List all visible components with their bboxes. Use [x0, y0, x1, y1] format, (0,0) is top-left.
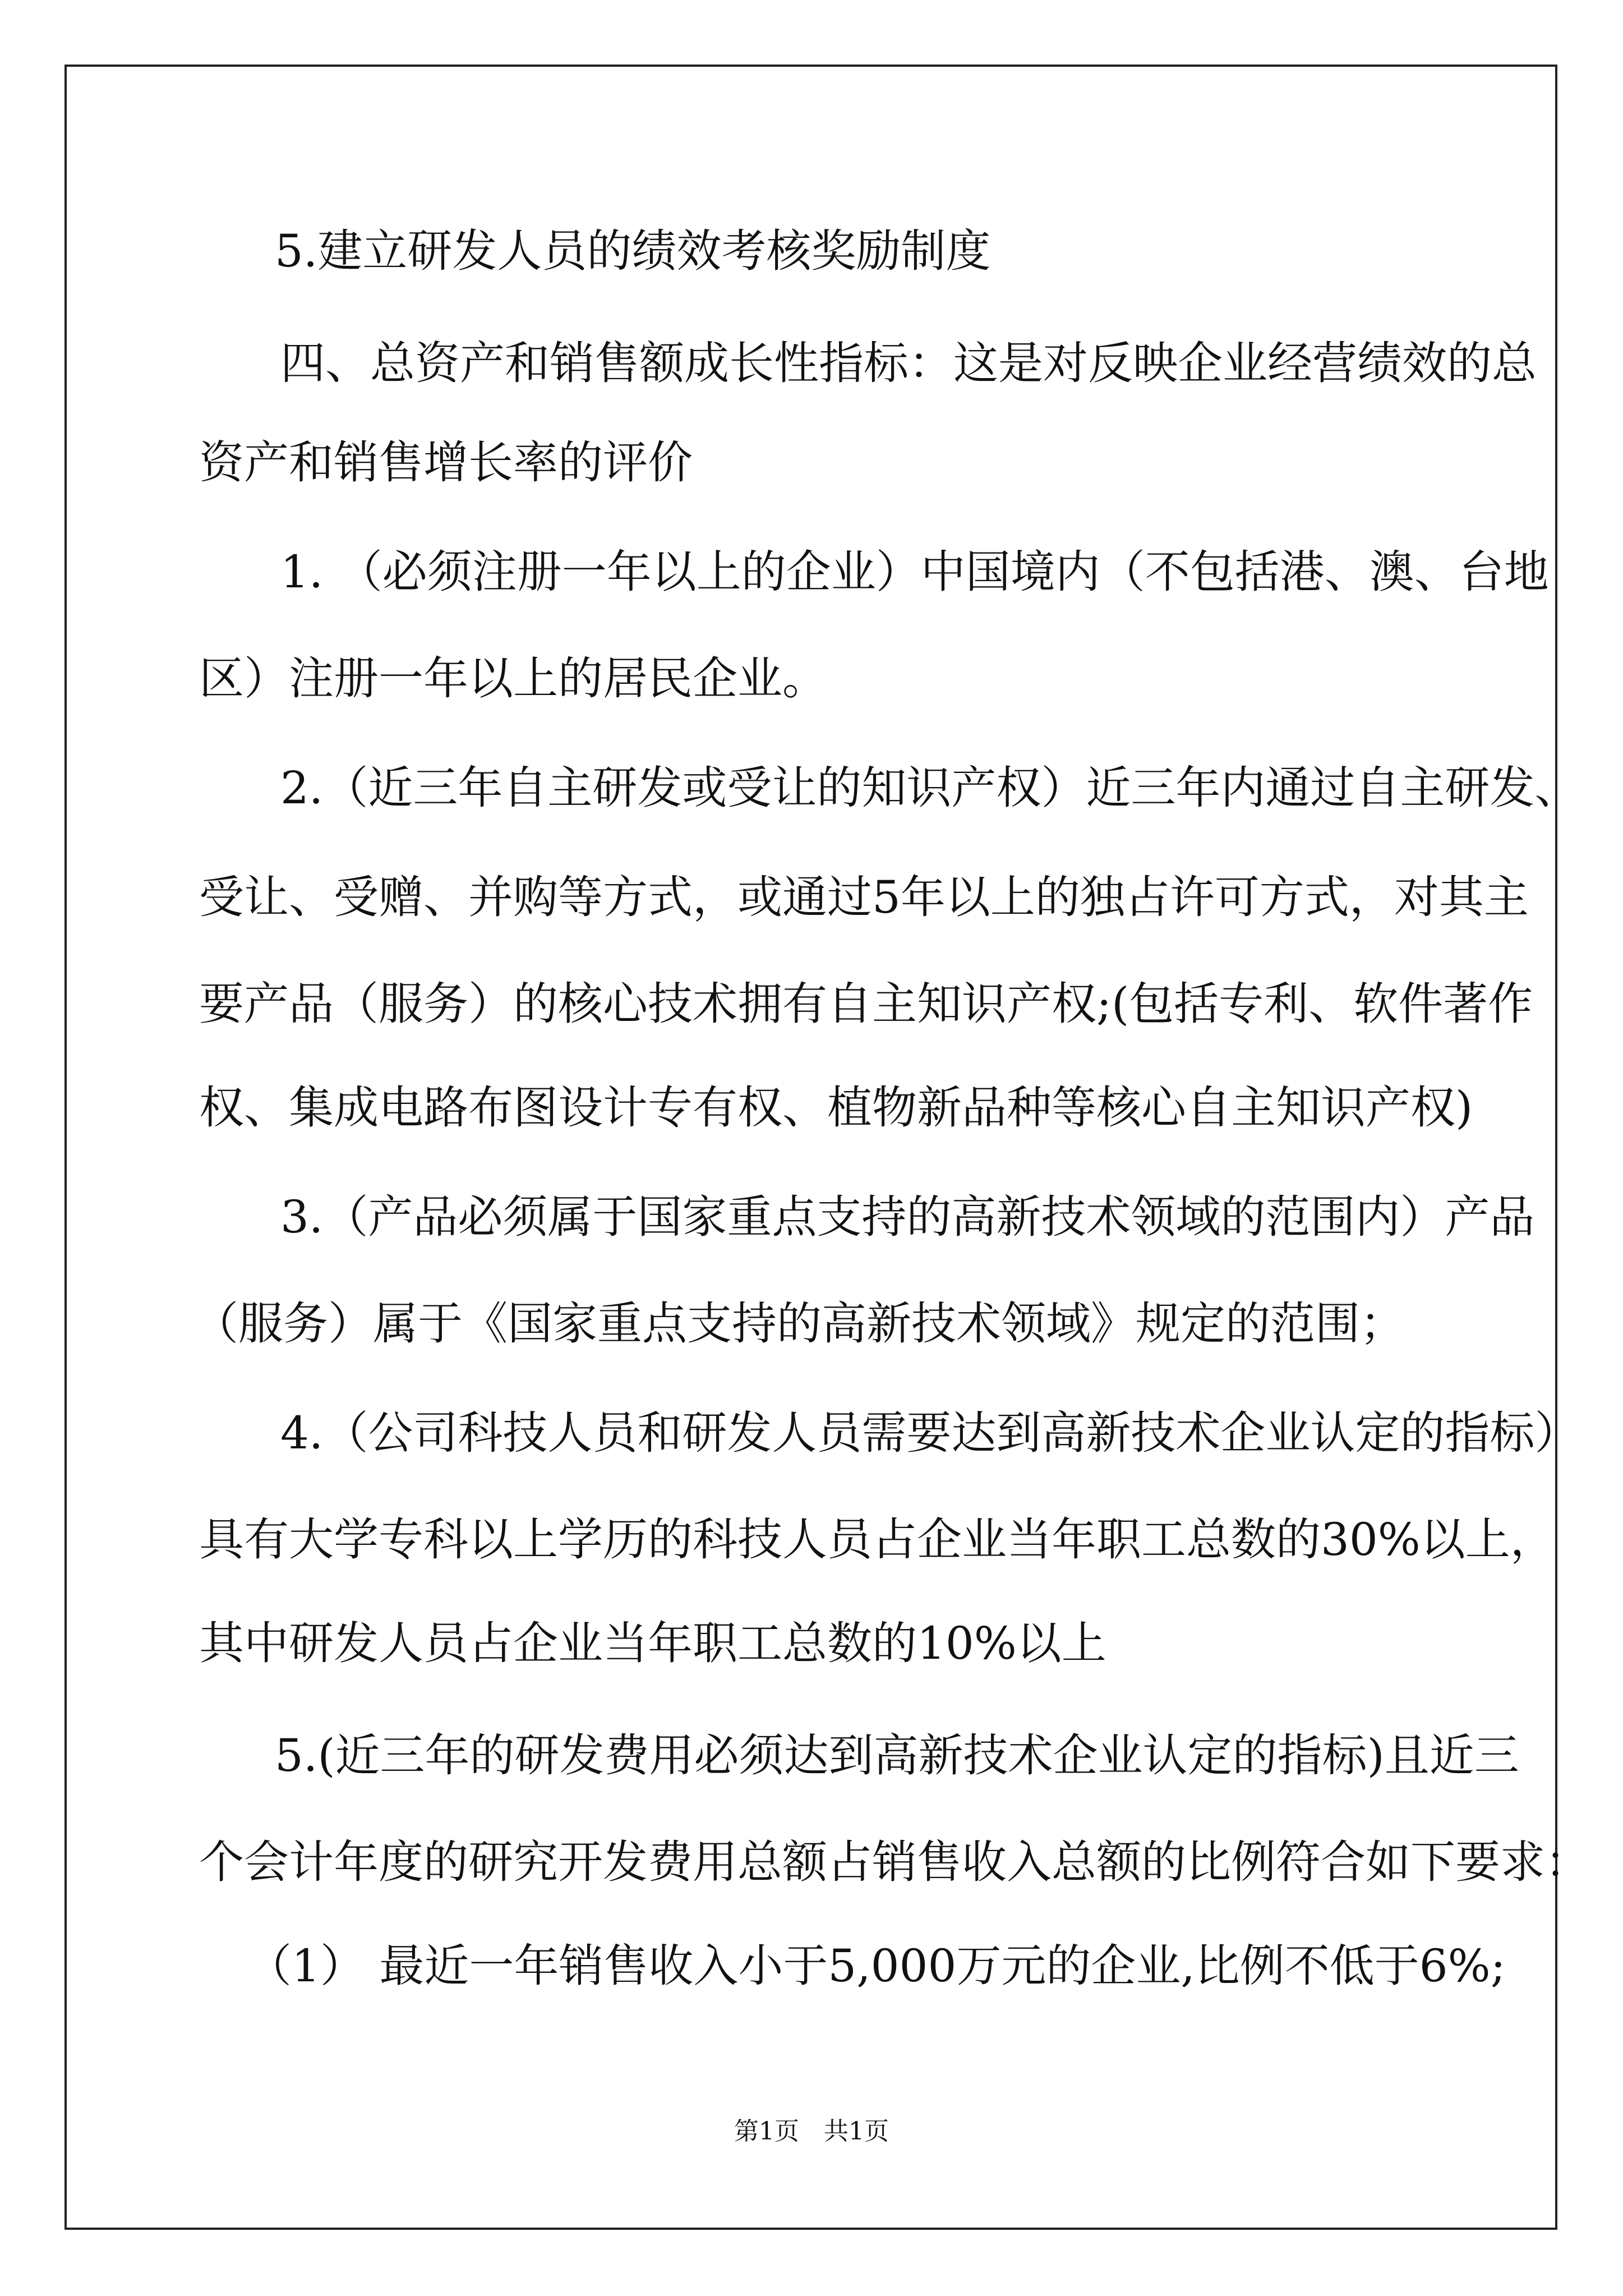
- text-line-13: 具有大学专科以上学历的科技人员占企业当年职工总数的30%以上，: [199, 1513, 1555, 1566]
- text-line-12: 4.（公司科技人员和研发人员需要达到高新技术企业认定的指标）: [280, 1407, 1580, 1459]
- text-line-15: 5.(近三年的研发费用必须达到高新技术企业认定的指标)且近三: [275, 1729, 1519, 1782]
- text-line-5: 区）注册一年以上的居民企业。: [199, 652, 827, 705]
- page-footer: 第1页 共1页: [734, 2117, 889, 2146]
- text-line-9: 权、集成电路布图设计专有权、植物新品种等核心自主知识产权): [199, 1082, 1473, 1134]
- text-line-11: （服务）属于《国家重点支持的高新技术领域》规定的范围；: [193, 1297, 1405, 1350]
- text-line-7: 受让、受赠、并购等方式，或通过5年以上的独占许可方式，对其主: [199, 871, 1529, 923]
- text-line-8: 要产品（服务）的核心技术拥有自主知识产权;(包括专利、软件著作: [199, 978, 1533, 1030]
- text-line-3: 资产和销售增长率的评价: [199, 436, 693, 489]
- text-line-2: 四、总资产和销售额成长性指标：这是对反映企业经营绩效的总: [280, 337, 1537, 389]
- text-line-6: 2.（近三年自主研发或受让的知识产权）近三年内通过自主研发、: [280, 762, 1580, 814]
- text-line-16: 个会计年度的研究开发费用总额占销售收入总额的比例符合如下要求：: [199, 1836, 1590, 1888]
- text-line-4: 1. （必须注册一年以上的企业）中国境内（不包括港、澳、台地: [280, 546, 1549, 598]
- text-line-17: （1） 最近一年销售收入小于5,000万元的企业,比例不低于6%;: [247, 1940, 1506, 1992]
- text-line-1: 5.建立研发人员的绩效考核奖励制度: [275, 225, 991, 277]
- text-line-10: 3.（产品必须属于国家重点支持的高新技术领域的范围内）产品: [280, 1191, 1535, 1243]
- text-line-14: 其中研发人员占企业当年职工总数的10%以上: [199, 1617, 1106, 1669]
